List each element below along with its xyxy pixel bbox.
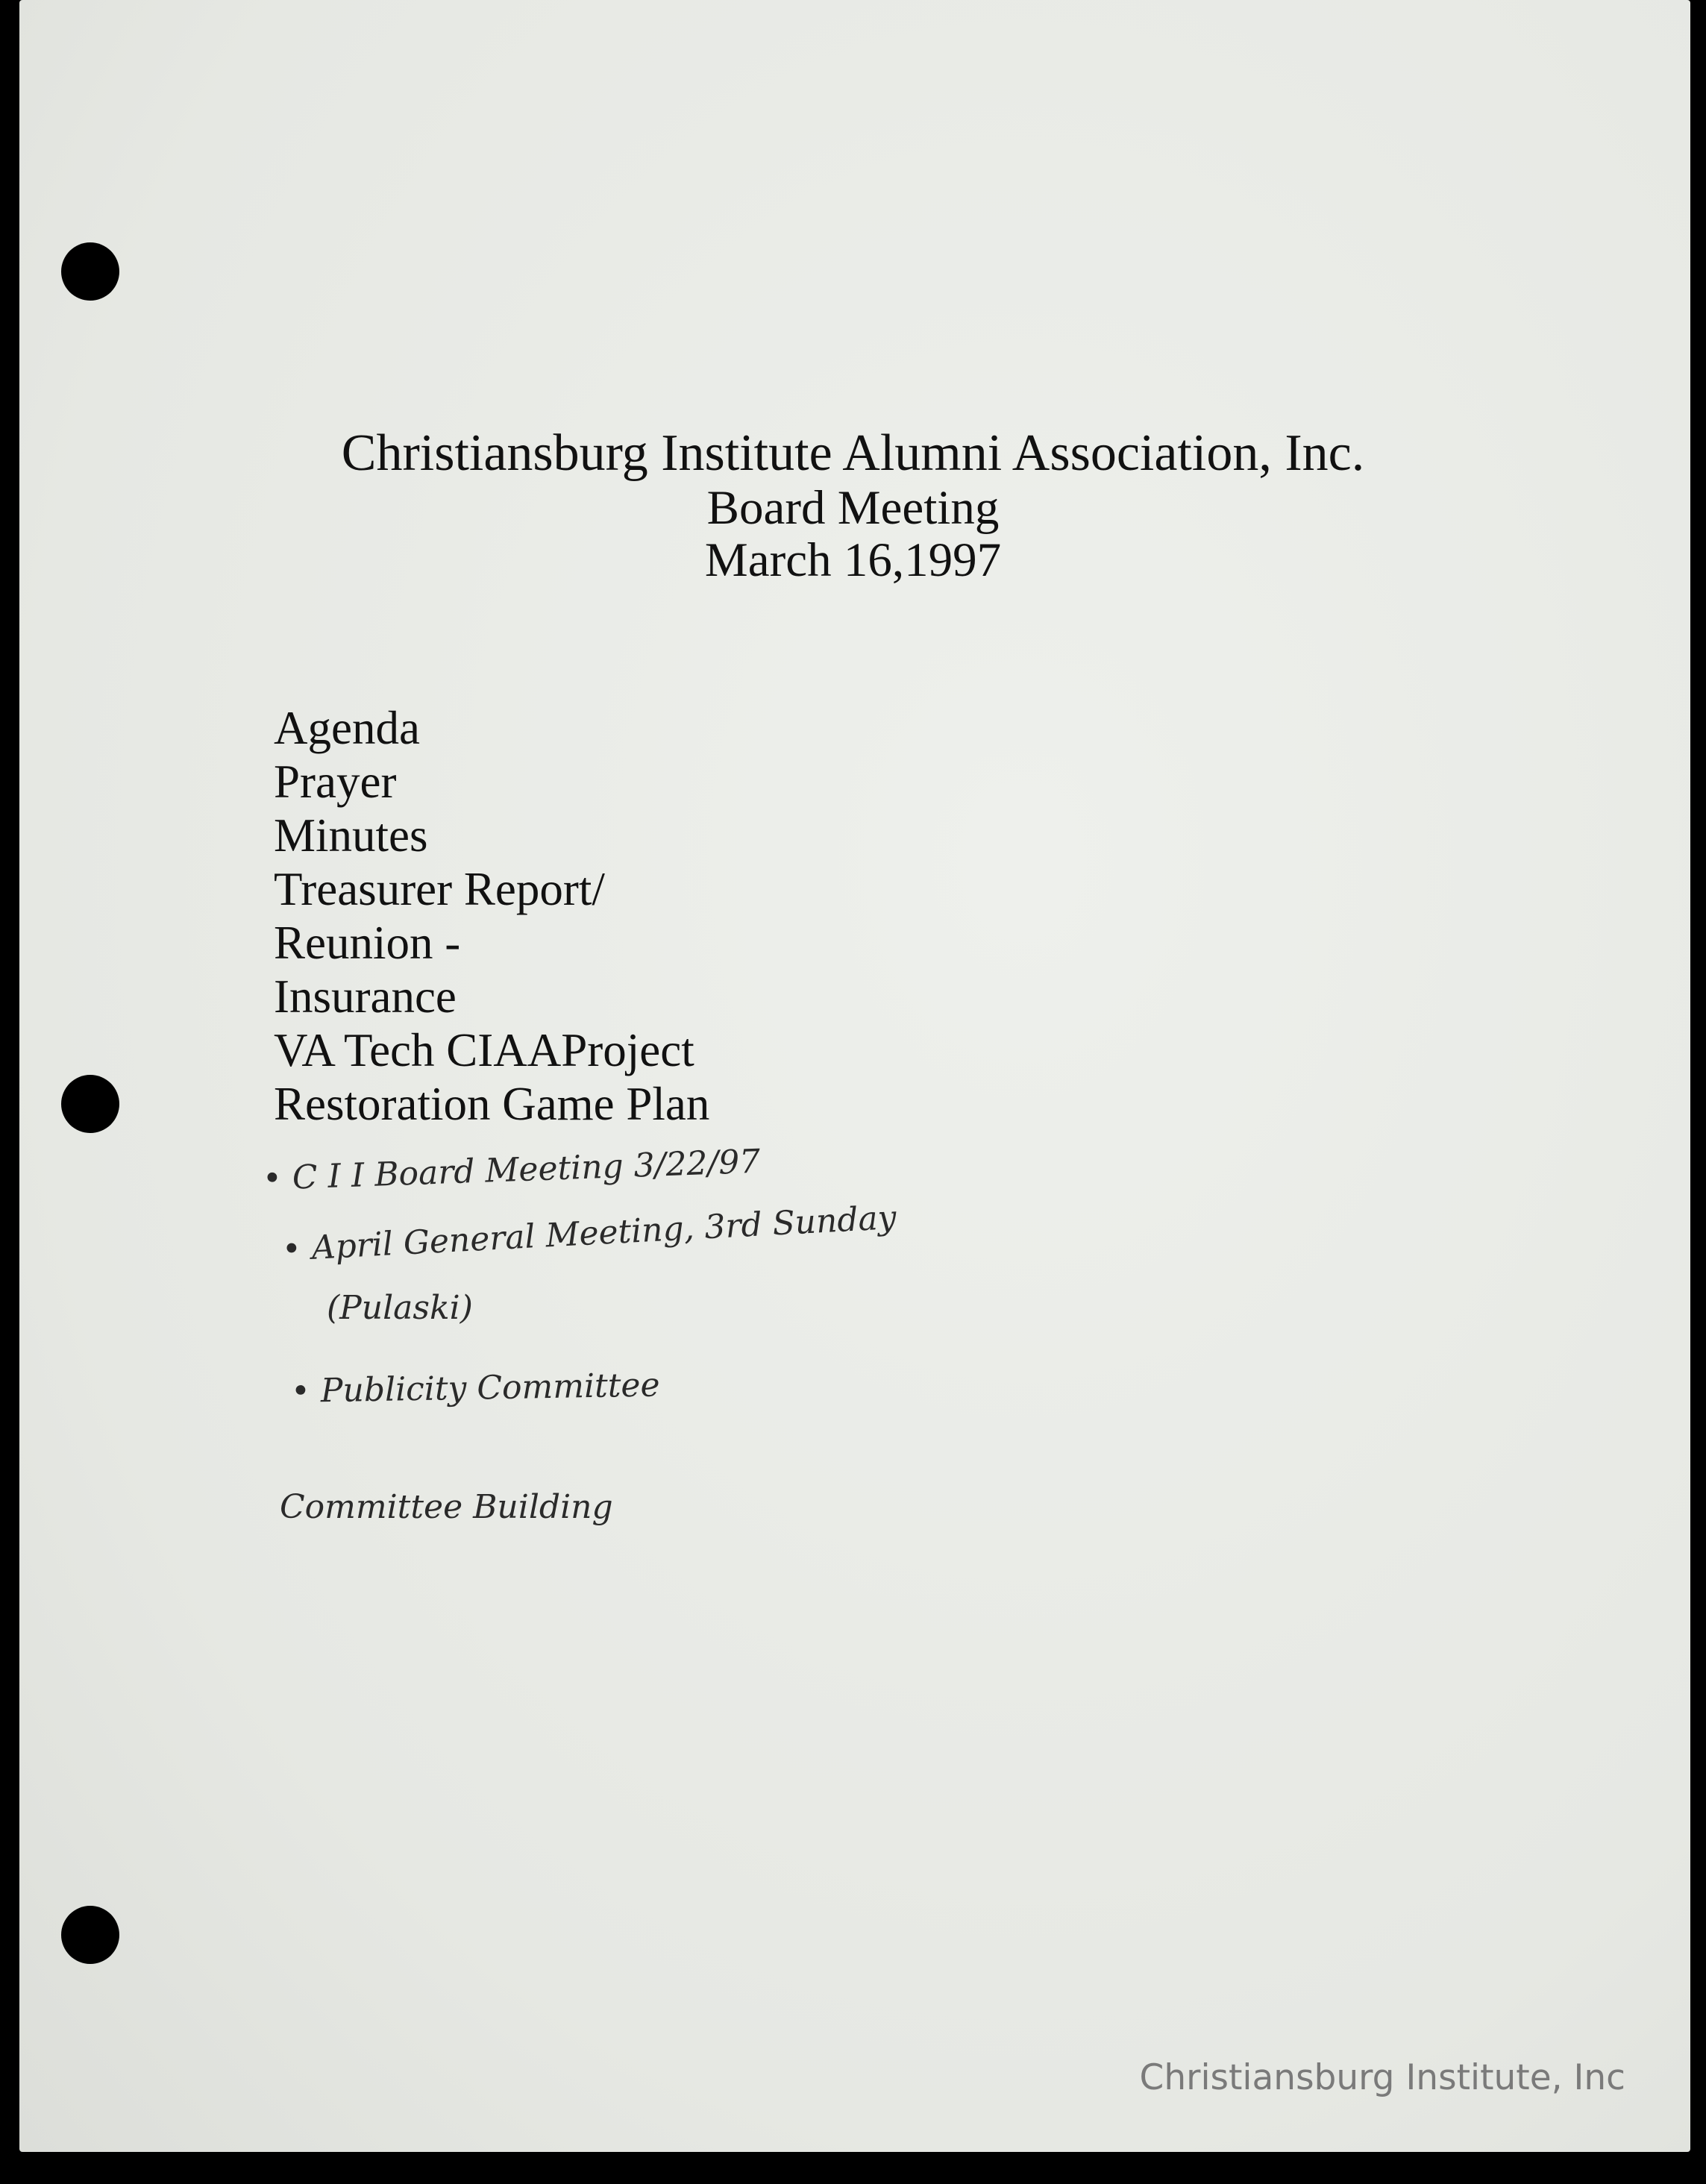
agenda-item: Prayer [274, 756, 397, 808]
handwritten-note: Committee Building [280, 1488, 613, 1526]
agenda-item: Minutes [274, 809, 428, 862]
agenda-item: Restoration Game Plan [274, 1078, 710, 1130]
punch-hole-middle [61, 1075, 119, 1133]
agenda-item: Treasurer Report/ [274, 863, 605, 915]
meeting-title: Board Meeting [706, 480, 1000, 535]
handwritten-note: • Publicity Committee [290, 1366, 660, 1410]
meeting-date: March 16,1997 [704, 533, 1002, 587]
handwritten-note: • C I I Board Meeting 3/22/97 [262, 1142, 762, 1198]
document-page [19, 0, 1690, 2152]
agenda-item: VA Tech CIAAProject [274, 1024, 694, 1076]
organization-title: Christiansburg Institute Alumni Association, Inc. [341, 424, 1365, 482]
agenda-item: Reunion - [274, 917, 461, 969]
agenda-list [274, 701, 709, 1131]
document-header [0, 425, 1706, 586]
punch-hole-top [61, 242, 119, 301]
agenda-item: Agenda [274, 702, 420, 754]
handwritten-note: • April General Meeting, 3rd Sunday [280, 1198, 897, 1269]
handwritten-note: (Pulaski) [327, 1289, 473, 1327]
watermark: Christiansburg Institute, Inc [1139, 2057, 1625, 2098]
punch-hole-bottom [61, 1906, 119, 1964]
agenda-item: Insurance [274, 970, 457, 1023]
